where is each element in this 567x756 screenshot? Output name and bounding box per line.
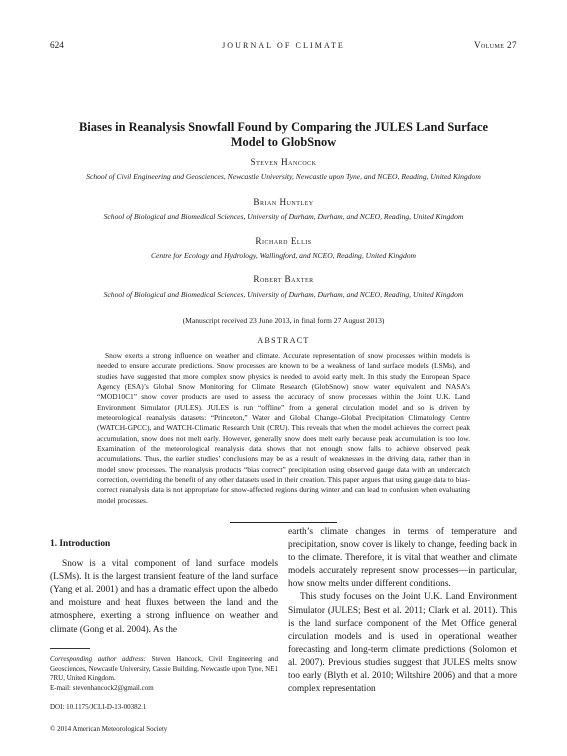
footnote-text: Steven Hancock, Civil Engineering and Geosciences, Newcastle University, Cassie Building, Newcastle upon Tyne, NE1 7RU, United Kingdom. (50, 655, 279, 683)
page-number: 624 (50, 40, 64, 50)
body-paragraph: Snow is a vital component of land surface models (LSMs). It is the largest transient feature of the land surface (Yang et al. 2001) and has a dramatic effect upon the albedo and moisture and heat fluxes between the land and the atmosphere, exerting a strong influence on weather and climate (Gong et al. 2004). As the (50, 559, 278, 635)
author-affiliation: School of Biological and Biomedical Sciences, University of Durham, Durham, and NCEO, Reading, United Kingdom (103, 290, 464, 299)
footnote-divider (50, 648, 90, 649)
article-title: Biases in Reanalysis Snowfall Found by Comparing the JULES Land Surface Model to GlobSnow (79, 120, 488, 149)
author-affiliation: School of Civil Engineering and Geosciences, Newcastle University, Newcastle upon Tyne, and NCEO, Reading, United Kingdom (86, 172, 481, 181)
body-paragraph: This study focuses on the Joint U.K. Land Environment Simulator (JULES; Best et al. 2011; Clark et al. 2011). This is the land surface component of the Met Office general circulation models and is used in operational weather forecasting and long-term climate predictions (Solomon et al. 2007). Previous studies suggest that JULES melts snow too early (Blyth et al. 2010; Wiltshire 2006) and that a more complex representation (288, 592, 517, 695)
author-name: Steven Hancock (250, 157, 317, 167)
copyright-notice: © 2014 American Meteorological Society (50, 725, 168, 733)
journal-name: JOURNAL OF CLIMATE (222, 41, 345, 50)
manuscript-dates: (Manuscript received 23 June 2013, in final form 27 August 2013) (182, 316, 385, 325)
footnote-label: Corresponding author address: (50, 655, 146, 663)
author-name: Richard Ellis (255, 236, 312, 246)
volume-label: Volume 27 (473, 40, 517, 50)
doi-text[interactable]: DOI: 10.1175/JCLI-D-13-00382.1 (50, 703, 147, 711)
author-name: Brian Huntley (253, 197, 314, 207)
author-affiliation: School of Biological and Biomedical Sciences, University of Durham, Durham, and NCEO, Reading, United Kingdom (103, 212, 464, 221)
author-name: Robert Baxter (253, 274, 314, 284)
author-affiliation: Centre for Ecology and Hydrology, Wallingford, and NCEO, Reading, United Kingdom (150, 251, 417, 260)
right-column (288, 526, 517, 696)
section-heading: 1. Introduction (50, 539, 111, 549)
section-divider (230, 522, 337, 523)
abstract-heading: ABSTRACT (257, 336, 310, 345)
body-paragraph: earth’s climate changes in terms of temperature and precipitation, snow cover is likely to change, feeding back in to the climate. Therefore, it is vital that weather and climate models accurately represent snow processes—in particular, how snow melts under different conditions. (288, 527, 517, 590)
left-column (50, 538, 278, 637)
abstract-text: Snow exerts a strong influence on weather and climate. Accurate representation of snow processes within models is needed to ensure accurate predictions. Snow processes are known to be a weakness of land surface models (LSMs), and studies have suggested that more complex snow physics is needed to avoid early melt. In this study the European Space Agency (ESA)’s Global Snow Monitoring for Climate Research (GlobSnow) snow water equivalent and NASA’s “MOD10C1” snow cover products are used to assess the accuracy of snow processes within the Joint U.K. Land Environment Simulator (JULES). JULES is run “offline” from a general circulation model and so is driven by meteorological reanalysis datasets: “Princeton,” Water and Global Change–Global Precipitation Climatology Centre (WATCH-GPCC), and WATCH-Climatic Research Unit (CRU). This reveals that when the model achieves the correct peak accumulation, snow does not melt early. However, generally snow does melt early because peak accumulation is too low. Examination of the meteorological reanalysis data shows that not enough snow falls to achieve observed peak accumulations. Thus, the earlier studies’ conclusions may be as a result of weaknesses in the driving data, rather than in model snow processes. The reanalysis products “bias correct” precipitation using observed gauge data with an undercatch correction, overriding the benefit of any other datasets used in their creation. This paper argues that using gauge data to bias-correct reanalysis data is not appropriate for snow-affected regions during winter and can lead to confusion when evaluating model processes. (97, 351, 470, 505)
corresponding-author-footnote (50, 655, 278, 694)
footnote-email[interactable]: E-mail: stevenhancock2@gmail.com (50, 684, 154, 693)
